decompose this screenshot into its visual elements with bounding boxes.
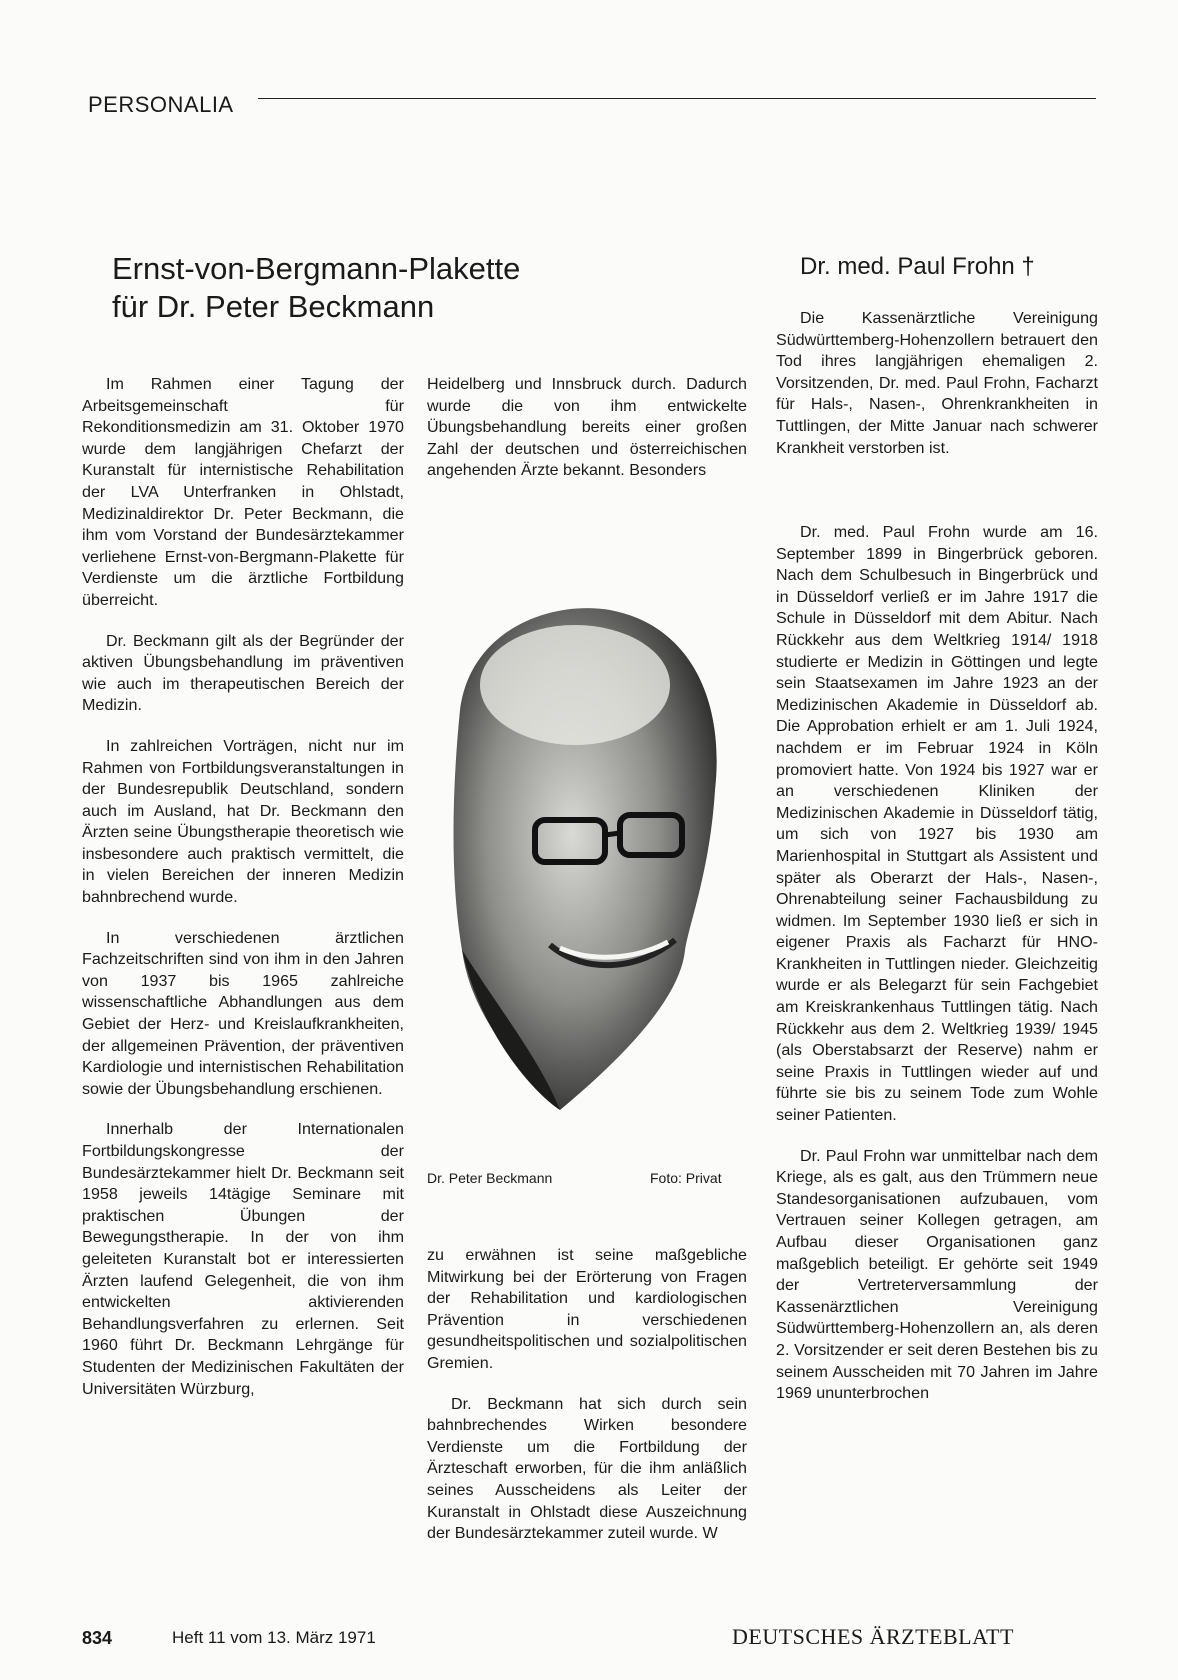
paragraph: In verschiedenen ärztlichen Fachzeitschriften sind von ihm in den Jahren von 1937 bis 1965 zahlreiche wissenschaftliche Abhandlungen aus dem Gebiet der Herz- und Kreislaufkrankheiten, der allgemeinen Prävention, der präventiven Kardiologie und internistischen Rehabilitation sowie der Übungsbehandlung erschienen. [82,928,404,1098]
article-column-1 [82,374,404,1419]
paragraph: Dr. Beckmann gilt als der Begründer der aktiven Übungsbehandlung im präventiven wie auch im therapeutischen Bereich der Medizin. [82,631,404,715]
journal-name: DEUTSCHES ÄRZTEBLATT [732,1624,1014,1649]
paragraph: Im Rahmen einer Tagung der Arbeitsgemeinschaft für Rekonditionsmedizin am 31. Oktober 1970 wurde dem langjährigen Chefarzt der Kuranstalt für internistische Rehabilitation der LVA Unterfranken in Ohlstadt, Medizinaldirektor Dr. Peter Beckmann, die ihm vom Vorstand der Bundesärztekammer verliehene Ernst-von-Bergmann-Plakette für Verdienste um die ärztliche Fortbildung überreicht. [82,375,404,609]
article-column-2-top [427,374,747,501]
article-title [112,250,520,326]
article-title-line-1: Ernst-von-Bergmann-Plakette [112,251,521,286]
article-column-2-bottom [427,1245,747,1564]
paragraph: In zahlreichen Vorträgen, nicht nur im Rahmen von Fortbildungsveranstaltungen in der Bundesrepublik Deutschland, sondern auch im Ausland, hat Dr. Beckmann den Ärzten seine Übungstherapie theoretisch wie insbesondere auch praktisch vermittelt, die in vielen Bereichen der inneren Medizin bahnbrechend wurde. [82,736,404,907]
page-number: 834 [82,1628,113,1648]
paragraph: Dr. med. Paul Frohn wurde am 16. September 1899 in Bingerbrück geboren. Nach dem Schulbesuch in Bingerbrück und in Düsseldorf verließ er im Jahre 1917 die Schule in Düsseldorf mit dem Abitur. Nach Rückkehr aus dem Weltkrieg 1914/ 1918 studierte er Medizin in Göttingen und legte sein Staatsexamen im Jahre 1923 an der Medizinischen Akademie in Düsseldorf ab. Die Approbation erhielt er am 1. Juli 1924, nachdem er im Februar 1924 in Köln promoviert hatte. Von 1924 bis 1927 war er an verschiedenen Kliniken der Medizinischen Akademie in Düsseldorf tätig, um sich von 1927 bis 1930 am Marienhospital in Stuttgart als Assistent und später als Oberarzt der Hals-, Nasen-, Ohrenabteilung seiner Fachausbildung zu widmen. Im September 1930 ließ er sich in eigener Praxis als Facharzt für HNO-Krankheiten in Tuttlingen nieder. Gleichzeitig wurde er als Belegarzt für sein Fachgebiet am Kreiskrankenhaus Tuttlingen tätig. Nach Rückkehr aus dem 2. Weltkrieg 1939/ 1945 (als Oberstabsarzt der Reserve) nahm er seine Praxis in Tuttlingen wieder auf und führte sie bis zu seinem Tode zum Wohle seiner Patienten. [776,523,1098,1125]
obituary-intro [776,308,1098,478]
obituary-title: Dr. med. Paul Frohn † [800,253,1035,280]
paragraph: Dr. Paul Frohn war unmittelbar nach dem Kriege, als es galt, aus den Trümmern neue Standesorganisationen aufzubauen, vom Vertrauen seiner Kollegen getragen, am Aufbau dieser Organisationen ganz maßgeblich beteiligt. Er gehörte seit 1949 der Vertreterversammlung der Kassenärztlichen Vereinigung Südwürttemberg-Hohenzollern an, als deren 2. Vorsitzender er seit deren Bestehen bis zu seinem Ausscheiden mit 70 Jahren im Jahre 1969 ununterbrochen [776,1146,1098,1403]
header-rule [258,98,1096,99]
paragraph: Innerhalb der Internationalen Fortbildungskongresse der Bundesärztekammer hielt Dr. Beckmann seit 1958 jeweils 14tägige Seminare mit praktischen Übungen der Bewegungstherapie. In der von ihm geleiteten Kuranstalt bot er interessierten Ärzten laufend Gelegenheit, die von ihm entwickelten aktivierenden Behandlungsverfahren zu erlernen. Seit 1960 führt Dr. Beckmann Lehrgänge für Studenten der Medizinischen Fakultäten der Universitäten Würzburg, [82,1120,404,1398]
issue-info: Heft 11 vom 13. März 1971 [172,1628,376,1647]
obituary-body [776,522,1098,1424]
section-label: PERSONALIA [88,92,234,117]
paragraph: zu erwähnen ist seine maßgebliche Mitwirkung bei der Erörterung von Fragen der Rehabilitation und kardiologischen Prävention in verschiedenen gesundheitspolitischen und sozialpolitischen Gremien. [427,1246,747,1372]
paragraph: Die Kassenärztliche Vereinigung Südwürttemberg-Hohenzollern betrauert den Tod ihres langjährigen ehemaligen 2. Vorsitzenden, Dr. med. Paul Frohn, Facharzt für Hals-, Nasen-, Ohrenkrankheiten in Tuttlingen, der Mitte Januar nach schwerer Krankheit verstorben ist. [776,309,1098,457]
article-title-line-2: für Dr. Peter Beckmann [112,289,435,324]
photo-caption: Dr. Peter Beckmann [427,1170,553,1186]
photo-credit: Foto: Privat [650,1170,722,1186]
paragraph: Dr. Beckmann hat sich durch sein bahnbrechendes Wirken besondere Verdienste um die Fortbildung der Ärzteschaft erworben, für die ihm anläßlich seines Ausscheidens als Leiter der Kuranstalt in Ohlstadt diese Auszeichnung der Bundesärztekammer zuteil wurde. W [427,1394,747,1543]
paragraph: Heidelberg und Innsbruck durch. Dadurch wurde die von ihm entwickelte Übungsbehandlung bereits einer großen Zahl der deutschen und österreichischen angehenden Ärzte bekannt. Besonders [427,375,747,480]
portrait-photo [440,590,730,1120]
